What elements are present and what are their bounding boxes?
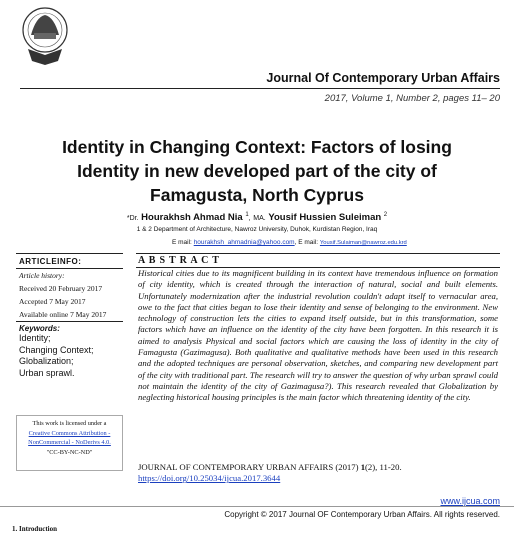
license-code: "CC-BY-NC-ND" [46,448,93,456]
citation [138,462,498,485]
license-box [16,415,123,471]
title-line: Identity in Changing Context: Factors of losing [62,137,452,157]
author-sup: 1 [245,212,249,218]
online-date: Available online 7 May 2017 [19,310,107,319]
email-label: E mail: [172,239,192,246]
citation-text: JOURNAL OF CONTEMPORARY URBAN AFFAIRS (2017) [138,462,361,472]
footer-rule [0,506,514,507]
accepted-date: Accepted 7 May 2017 [19,297,86,306]
abstract-text: Historical cities due to its magnificent building in its context have tremendous influence on formation of city identity, which is created through the interaction of natural, social and built elements. Unfortunately modernization after the industrial revolution couldn't adapt itself to vernacular area, owe to the fact that cities began to lose their identity and sense of belonging to the environment. New technology of construction lets the cities to expand itself outside, but in this transformation, some factors which have an influence on the identity of the city have been forgotten. In this research it is aimed to analysis Physical and social factors which are causing the loss of identity in the city of Famagusta (Gazimagusa). Both qualitative and qualitative methods have been used in this research and the adopted techniques are personal observation, sketches, and comparing new development part of the city with traditional part. The research will try to answer the question of why urban sprawl could not maintain the identity of the city of Gazimagusa?). This research revealed that Globalization by neglecting historical housing principles is the main factor which threatening identity of the city. [138,268,498,403]
email-link[interactable]: hourakhsh_ahmadnia@yahoo.com [193,239,295,246]
keywords-heading: Keywords: [19,324,60,333]
article-history [16,269,123,321]
author-prefix: *Dr. [126,215,139,223]
section-heading-cut: 1. Introduction [12,525,57,533]
abstract-heading: A B S T R A C T [136,253,500,268]
license-link[interactable]: NonCommercial - NoDerivs 4.0. [28,439,111,446]
doi-link[interactable]: https://doi.org/10.25034/ijcua.2017.3644 [138,473,281,484]
author-sup: 2 [383,212,388,218]
keyword: Identity; [19,333,51,343]
email-label: , E mail: [294,239,319,246]
keyword: Globalization; [19,356,74,366]
paper-title [30,135,484,207]
author-prefix: MA. [253,215,266,223]
keyword: Changing Context; [19,344,94,355]
article-info-column [16,253,123,379]
author-line: *Dr. Hourakhsh Ahmad Nia $^1$, MA. Yousif Hussien Suleiman $^2$ [126,212,388,224]
header-rule [20,88,500,89]
email-line [172,239,407,246]
license-text: This work is licensed under a [32,420,107,427]
history-label: Article history: [19,271,65,280]
copyright: Copyright © 2017 Journal OF Contemporary Urban Affairs. All rights reserved. [224,510,500,519]
keyword: Urban sprawl. [19,367,75,378]
affiliation: 1 & 2 Department of Architecture, Nawroz University, Duhok, Kurdistan Region, Iraq [136,226,378,233]
received-date: Received 20 February 2017 [19,284,103,293]
journal-site-link[interactable]: www.ijcua.com [440,496,500,506]
email-link[interactable]: Yousif.Sulaiman@nawroz.edu.krd [319,240,407,246]
author-name: Yousif Hussien Suleiman [268,212,382,224]
journal-name: Journal Of Contemporary Urban Affairs [266,71,500,85]
citation-volume: 1 [360,462,366,472]
license-link[interactable]: Creative Commons Attribution - [28,429,111,437]
citation-text: (2), 11-20. [365,462,402,472]
journal-logo [20,5,70,67]
article-info-heading: ARTICLEINFO: [19,257,82,266]
journal-issue: 2017, Volume 1, Number 2, pages 11– 20 [324,93,500,104]
title-line: Identity in new developed part of the city of [77,161,437,181]
title-line: Famagusta, North Cyprus [150,185,364,205]
author-name: Hourakhsh Ahmad Nia [141,212,243,224]
